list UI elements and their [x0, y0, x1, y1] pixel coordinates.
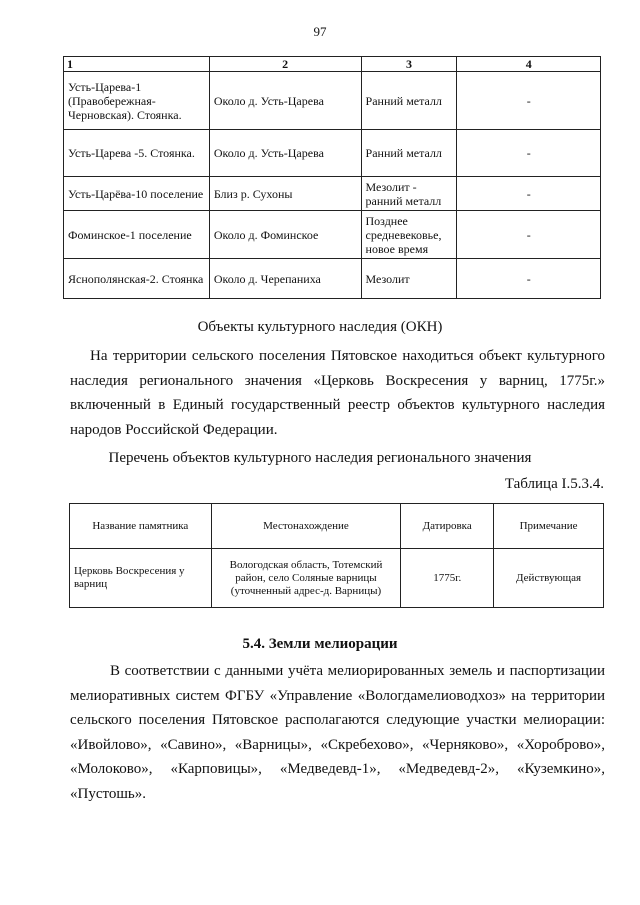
section-paragraph — [70, 659, 605, 806]
column-header: 4 — [457, 57, 601, 72]
okn-paragraph — [70, 344, 605, 442]
table-cell: - — [457, 259, 601, 299]
table-cell: Церковь Воскресения у варниц — [70, 549, 212, 608]
table-cell: Усть-Царева-1 (Правобережная-Черновская). Стоянка. — [64, 72, 210, 130]
table-cell: Действующая — [494, 549, 604, 608]
page-number: 97 — [313, 24, 327, 39]
column-header: Примечание — [494, 504, 604, 549]
section-heading: 5.4. Земли мелиорации — [242, 636, 398, 652]
table-header-row — [64, 57, 601, 72]
table-cell: Ранний металл — [361, 72, 457, 130]
table-cell: Вологодская область, Тотемский район, село Соляные варницы (уточненный адрес-д. Варницы) — [211, 549, 401, 608]
archaeology-table — [63, 56, 601, 299]
table-row — [64, 211, 601, 259]
table-cell: Позднее средневековье, новое время — [361, 211, 457, 259]
table-cell: - — [457, 177, 601, 211]
table-cell: - — [457, 130, 601, 177]
table-cell: Около д. Фоминское — [209, 211, 361, 259]
table-row — [64, 72, 601, 130]
table-label: Таблица I.5.3.4. — [504, 476, 604, 492]
table-cell: Усть-Царёва-10 поселение — [64, 177, 210, 211]
table-cell: Ранний металл — [361, 130, 457, 177]
table-row — [70, 549, 604, 608]
table-row — [64, 259, 601, 299]
okn-heading: Объекты культурного наследия (ОКН) — [197, 319, 443, 335]
column-header: Название памятника — [70, 504, 212, 549]
column-header: 1 — [64, 57, 210, 72]
table-row — [64, 177, 601, 211]
okn-paragraph-text: На территории сельского поселения Пятовское находиться объект культурного наследия регионального значения «Церковь Воскресения у варниц, 1775г.» включенный в Единый государственный реестр объектов культурного наследия народов Российской Федерации. — [70, 348, 605, 438]
table-cell: Около д. Усть-Царева — [209, 72, 361, 130]
table-cell: - — [457, 72, 601, 130]
table-cell: Около д. Усть-Царева — [209, 130, 361, 177]
table-cell: Усть-Царева -5. Стоянка. — [64, 130, 210, 177]
column-header: 3 — [361, 57, 457, 72]
table-cell: Мезолит - ранний металл — [361, 177, 457, 211]
table-cell: Мезолит — [361, 259, 457, 299]
column-header: Датировка — [401, 504, 494, 549]
heritage-table — [69, 503, 604, 608]
okn-list-title: Перечень объектов культурного наследия регионального значения — [108, 450, 532, 466]
table-header-row — [70, 504, 604, 549]
table-cell: Около д. Черепаниха — [209, 259, 361, 299]
column-header: Местонахождение — [211, 504, 401, 549]
table-cell: 1775г. — [401, 549, 494, 608]
table-cell: - — [457, 211, 601, 259]
table-cell: Фоминское-1 поселение — [64, 211, 210, 259]
table-cell: Яснополянская-2. Стоянка — [64, 259, 210, 299]
table-row — [64, 130, 601, 177]
table-cell: Близ р. Сухоны — [209, 177, 361, 211]
section-paragraph-text: В соответствии с данными учёта мелиорированных земель и паспортизации мелиоративных систем ФГБУ «Управление «Вологдамелиоводхоз» на территории сельского поселения Пятовское располагаются следующие участки мелиорации: «Ивойлово», «Савино», «Варницы», «Скребехово», «Черняково», «Хороброво», «Молоково», «Карповицы», «Медведевд-1», «Медведевд-2», «Куземкино», «Пустошь». — [70, 663, 605, 802]
column-header: 2 — [209, 57, 361, 72]
